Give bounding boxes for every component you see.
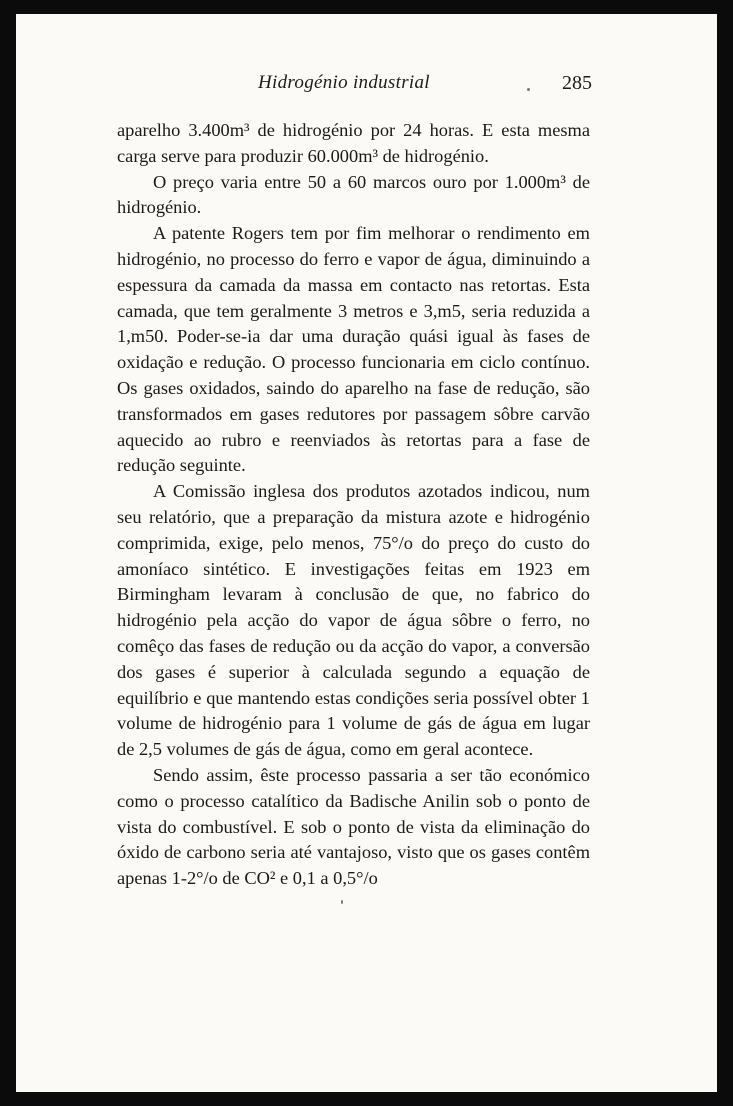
paragraph-2: O preço varia entre 50 a 60 marcos ouro por 1.000m³ de hidrogénio. <box>117 171 590 218</box>
paragraph-3: A patente Rogers tem por fim melhorar o rendimento em hidrogénio, no processo do ferro e vapor de água, diminuindo a espessura da camada da massa em contacto nas retortas. Esta camada, que tem geralmente 3 metros e 3,m5, seria reduzida a 1,m50. Poder-se-ia dar uma duração quási igual às fases de oxidação e redução. O processo funcionaria em ciclo contínuo. Os gases oxidados, saindo do aparelho na fase de redução, são transformados em gases redutores por passagem sôbre carvão aquecido ao rubro e reenviados às retortas para a fase de redução seguinte. <box>117 223 590 476</box>
paragraph-1: aparelho 3.400m³ de hidrogénio por 24 horas. E esta mesma carga serve para produzir 60.000m³ de hidrogénio. <box>117 120 590 166</box>
speck-mark <box>527 88 530 91</box>
speck-mark <box>341 900 343 904</box>
page-number: 285 <box>562 72 592 94</box>
book-page <box>16 14 717 1092</box>
page-header <box>16 72 717 102</box>
paragraph-4: A Comissão inglesa dos produtos azotados indicou, num seu relatório, que a preparação da mistura azote e hidrogénio comprimida, exige, pelo menos, 75°/o do preço do custo do amoníaco sintético. E investigações feitas em 1923 em Birmingham levaram à conclusão de que, no fabrico do hidrogénio pela acção do vapor de água sôbre o ferro, no comêço das fases de redução ou da acção do vapor, a conversão dos gases é superior à calculada segundo a equação de equilíbrio e que mantendo estas condições seria possível obter 1 volume de hidrogénio para 1 volume de gás de água em lugar de 2,5 volumes de gás de água, como em geral acontece. <box>117 481 590 760</box>
running-title: Hidrogénio industrial <box>258 72 430 93</box>
body-text <box>117 118 590 892</box>
paragraph-5: Sendo assim, êste processo passaria a ser tão económico como o processo catalítico da Badische Anilin sob o ponto de vista do combustível. E sob o ponto de vista da eliminação do óxido de carbono seria até vantajoso, visto que os gases contêm apenas 1-2°/o de CO² e 0,1 a 0,5°/o <box>117 764 590 889</box>
